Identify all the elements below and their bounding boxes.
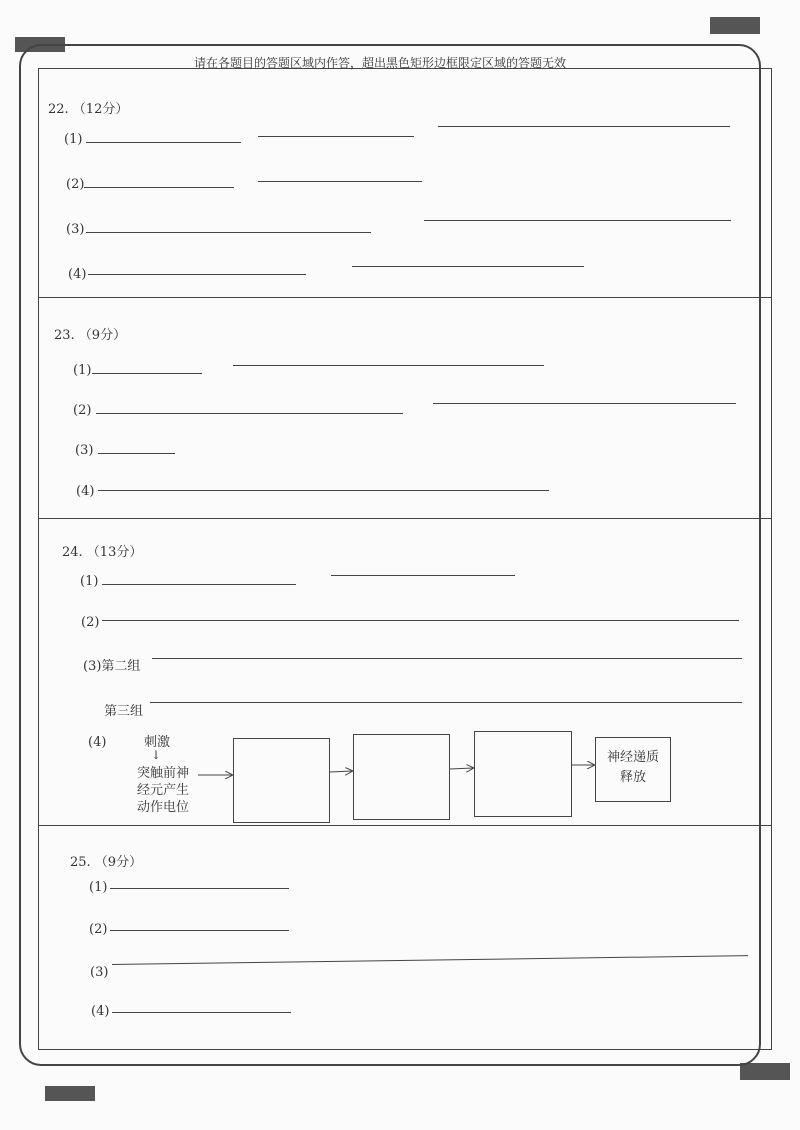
flow-arrow	[450, 768, 473, 769]
flow-arrow	[330, 771, 352, 772]
down-arrow-icon: ↓	[151, 748, 162, 762]
part-label: (4)	[88, 735, 107, 750]
neurotransmitter-release-label: 神经递质释放	[606, 750, 659, 785]
answer-line[interactable]	[112, 1012, 291, 1013]
presynaptic-action-potential-label: 突触前神经元产生动作电位	[136, 766, 189, 815]
question-title: 23. （9分）	[54, 328, 127, 343]
part-label: (2)	[73, 403, 92, 418]
part-label: (1)	[80, 574, 99, 589]
question-title: 24. （13分）	[62, 545, 143, 560]
part-label: (1)	[89, 880, 108, 895]
part-label: (3)第二组	[83, 659, 141, 674]
part-label: (4)	[76, 484, 95, 499]
part-label: (3)	[90, 965, 109, 980]
question-title: 25. （9分）	[70, 855, 143, 870]
question-title: 22. （12分）	[48, 102, 129, 117]
answer-area-notice: 请在各题目的答题区域内作答，超出黑色矩形边框限定区域的答题无效	[193, 56, 566, 70]
part-label: (2)	[81, 615, 100, 630]
part-label: (3)	[66, 222, 85, 237]
part-label: (2)	[89, 922, 108, 937]
part-label: (2)	[66, 177, 85, 192]
stimulus-label: 刺激	[144, 735, 171, 750]
part-label: 第三组	[104, 704, 144, 719]
answer-line[interactable]	[110, 888, 289, 889]
part-label: (4)	[68, 267, 87, 282]
answer-line[interactable]	[110, 930, 289, 931]
part-label: (4)	[91, 1004, 110, 1019]
part-label: (3)	[75, 443, 94, 458]
part-label: (1)	[73, 363, 92, 378]
part-label: (1)	[64, 132, 83, 147]
